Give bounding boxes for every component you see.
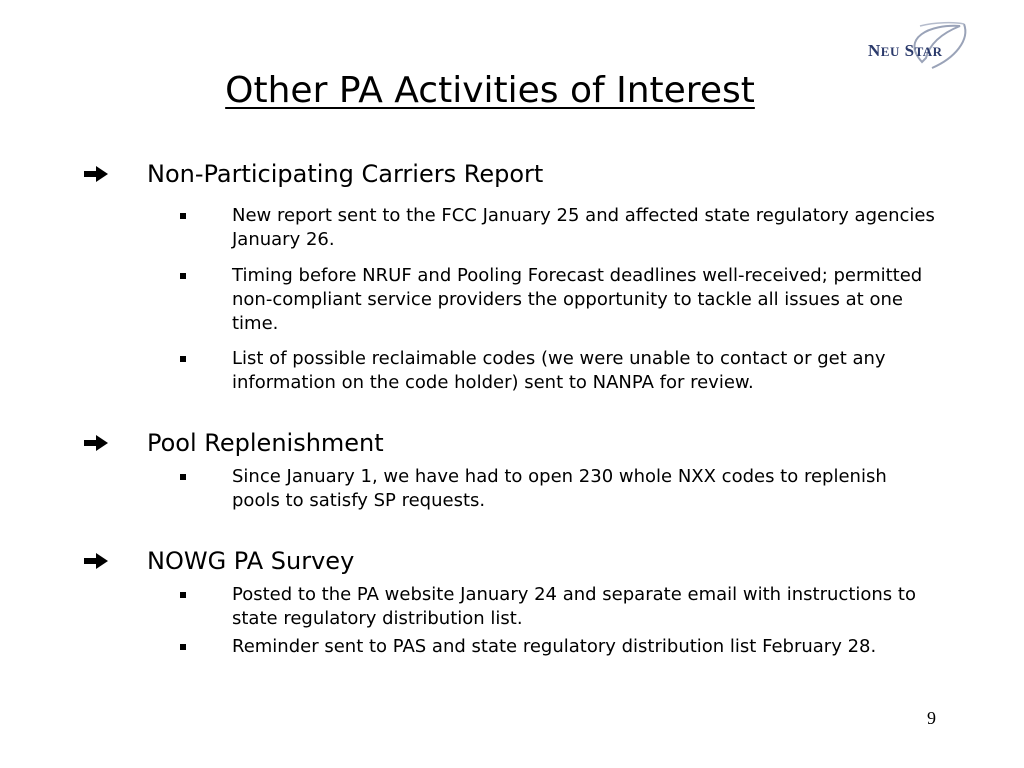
section-heading-text: Non-Participating Carriers Report <box>147 160 544 188</box>
square-bullet-icon <box>180 592 186 598</box>
square-bullet-icon <box>180 273 186 279</box>
bullet-text: List of possible reclaimable codes (we were unable to contact or get any information on the code holder) sent to NANPA for review. <box>232 348 886 393</box>
page-number: 9 <box>927 708 936 728</box>
bullet-text: Reminder sent to PAS and state regulatory distribution list February 28. <box>232 636 877 657</box>
square-bullet-icon <box>180 213 186 219</box>
square-bullet-icon <box>180 474 186 480</box>
section-heading-text: Pool Replenishment <box>147 429 384 457</box>
arrow-right-icon <box>84 546 110 576</box>
bullet-text: Timing before NRUF and Pooling Forecast deadlines well-received; permitted non-compliant service providers the opportunity to tackle all issues at one time. <box>232 265 923 334</box>
square-bullet-icon <box>180 356 186 362</box>
arrow-right-icon <box>84 159 110 189</box>
section-heading-text: NOWG PA Survey <box>147 547 355 575</box>
arrow-right-icon <box>84 428 110 458</box>
svg-text:NEU STAR: NEU STAR <box>868 41 943 60</box>
bullet-text: Posted to the PA website January 24 and separate email with instructions to state regulatory distribution list. <box>232 584 916 629</box>
bullet-text: Since January 1, we have had to open 230 whole NXX codes to replenish pools to satisfy SP requests. <box>232 466 887 511</box>
square-bullet-icon <box>180 644 186 650</box>
bullet-text: New report sent to the FCC January 25 and affected state regulatory agencies January 26. <box>232 205 935 250</box>
slide-title: Other PA Activities of Interest <box>225 70 755 111</box>
